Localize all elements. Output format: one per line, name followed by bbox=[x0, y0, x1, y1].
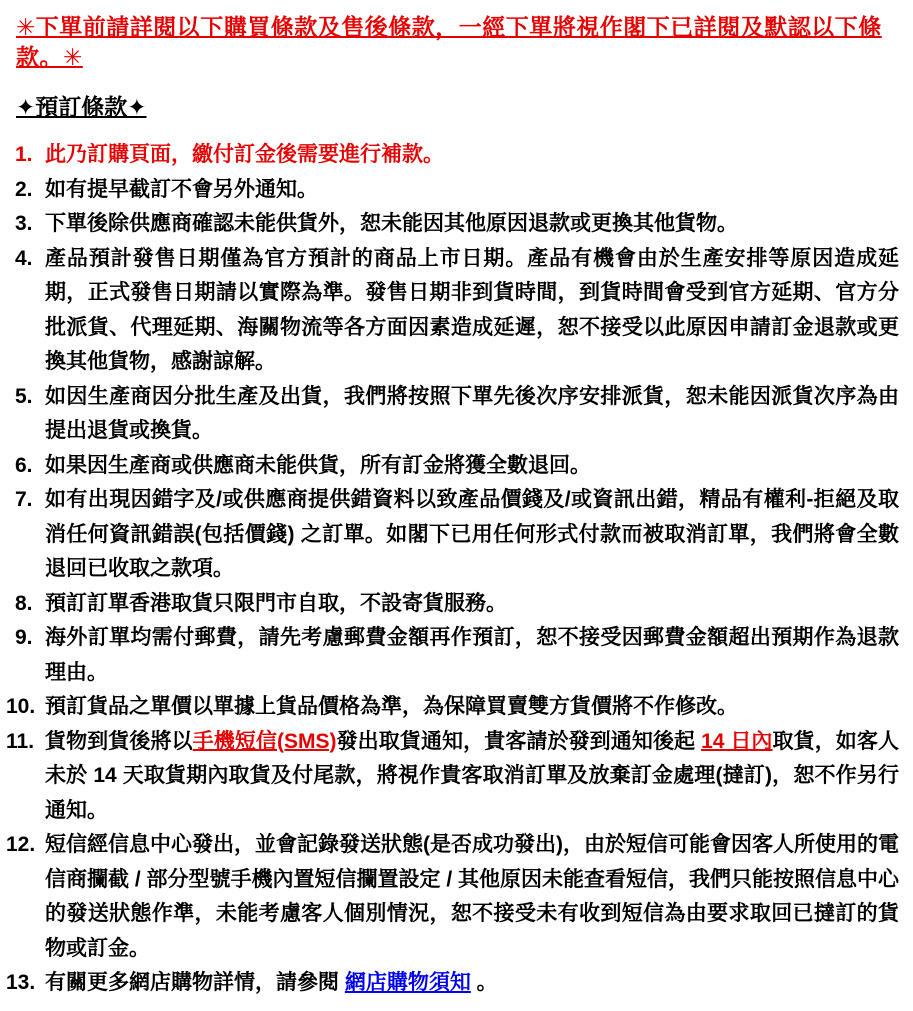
term-segment: 此乃訂購頁面，繳付訂金後需要進行補款。 bbox=[45, 143, 444, 166]
term-text bbox=[45, 828, 899, 966]
term-segment: 預訂訂單香港取貨只限門市自取，不設寄貨服務。 bbox=[45, 591, 507, 615]
term-number: 12. bbox=[6, 833, 36, 856]
term-segment: 下單後除供應商確認未能供貨外，恕未能因其他原因退款或更換其他貨物。 bbox=[45, 212, 738, 235]
term-segment: 如有提早截訂不會另外通知。 bbox=[45, 177, 318, 201]
term-item-6 bbox=[0, 449, 899, 484]
term-text bbox=[45, 173, 899, 208]
term-text bbox=[45, 380, 899, 449]
term-text bbox=[45, 449, 899, 484]
term-segment: 短信經信息中心發出，並會記錄發送狀態(是否成功發出)，由於短信可能會因客人所使用的電信商攔截 / 部分型號手機內置短信攔置設定 / 其他原因未能查看短信，我們只能按照信息中心的發送狀態作準，未能考慮客人個別情況，恕不接受未有收到短信為由要求取回已撻訂的貨物或訂金。 bbox=[45, 833, 900, 960]
term-item-1 bbox=[0, 138, 899, 173]
term-item-4 bbox=[0, 242, 899, 380]
pickup-deadline-highlight: 14 日內 bbox=[701, 729, 773, 753]
term-number: 10. bbox=[6, 695, 36, 718]
term-number: 4. bbox=[15, 246, 33, 270]
term-number: 5. bbox=[15, 384, 33, 408]
term-segment: 產品預計發售日期僅為官方預計的商品上市日期。產品有機會由於生產安排等原因造成延期，正式發售日期請以實際為準。發售日期非到貨時間，到貨時間會受到官方延期、官方分批派貨、代理延期、海關物流等各方面因素造成延遲，恕不接受以此原因申請訂金退款或更換其他貨物，感謝諒解。 bbox=[45, 246, 899, 373]
term-segment: 如因生產商因分批生產及出貨，我們將按照下單先後次序安排派貨，恕未能因派貨次序為由提出退貨或換貨。 bbox=[45, 384, 899, 442]
term-item-9 bbox=[0, 621, 899, 690]
shop-guide-link[interactable]: 網店購物須知 bbox=[344, 971, 471, 994]
term-segment: 。 bbox=[470, 971, 498, 994]
term-text bbox=[45, 690, 899, 725]
term-item-12 bbox=[0, 828, 899, 966]
term-item-8 bbox=[0, 587, 899, 622]
term-number: 2. bbox=[15, 177, 33, 201]
term-segment: 貨物到貨後將以 bbox=[45, 729, 193, 753]
term-item-10 bbox=[0, 690, 899, 725]
term-number: 6. bbox=[15, 453, 33, 477]
term-number: 11. bbox=[6, 729, 35, 753]
term-number: 8. bbox=[15, 591, 33, 615]
term-number: 3. bbox=[15, 212, 33, 235]
term-number: 1. bbox=[15, 143, 33, 166]
term-item-11 bbox=[0, 725, 899, 829]
term-number: 9. bbox=[15, 626, 33, 649]
term-segment: 預訂貨品之單價以單據上貨品價格為準，為保障買賣雙方貨價將不作修改。 bbox=[45, 695, 738, 718]
term-text bbox=[45, 207, 899, 242]
term-number: 7. bbox=[15, 488, 33, 511]
term-segment: 如果因生產商或供應商未能供貨，所有訂金將獲全數退回。 bbox=[45, 453, 591, 477]
term-text bbox=[45, 138, 899, 173]
term-segment: 如有出現因錯字及/或供應商提供錯資料以致產品價錢及/或資訊出錯，精品有權利-拒絕及取消任何資訊錯誤(包括價錢) 之訂單。如閣下已用任何形式付款而被取消訂單，我們將會全數退回已收取之款項。 bbox=[45, 488, 899, 580]
term-text bbox=[45, 621, 899, 690]
term-segment: 取貨，如客人未於 14 天取貨期內取貨及付尾款，將視作貴客取消訂單及放棄訂金處理(撻訂)，恕不作另行通知。 bbox=[45, 729, 899, 822]
term-item-7 bbox=[0, 483, 899, 587]
term-text bbox=[45, 966, 899, 1001]
term-segment: 海外訂單均需付郵費，請先考慮郵費金額再作預訂，恕不接受因郵費金額超出預期作為退款理由。 bbox=[45, 626, 899, 684]
term-segment: 有關更多網店購物詳情，請參閱 bbox=[45, 971, 345, 994]
terms-list bbox=[0, 138, 899, 1001]
term-number: 13. bbox=[6, 971, 36, 994]
section-title-preorder-terms: ✦預訂條款✦ bbox=[16, 94, 147, 120]
term-text bbox=[45, 483, 899, 587]
sms-highlight: 手機短信(SMS) bbox=[192, 729, 337, 753]
term-text bbox=[45, 725, 899, 829]
notice-banner: ✳下單前請詳閱以下購買條款及售後條款，一經下單將視作閣下已詳閱及默認以下條款。✳ bbox=[16, 14, 882, 70]
term-text bbox=[45, 242, 899, 380]
term-segment: 發出取貨通知，貴客請於發到通知後起 bbox=[336, 729, 702, 753]
term-item-2 bbox=[0, 173, 899, 208]
term-text bbox=[45, 587, 899, 622]
term-item-3 bbox=[0, 207, 899, 242]
term-item-13 bbox=[0, 966, 899, 1001]
term-item-5 bbox=[0, 380, 899, 449]
